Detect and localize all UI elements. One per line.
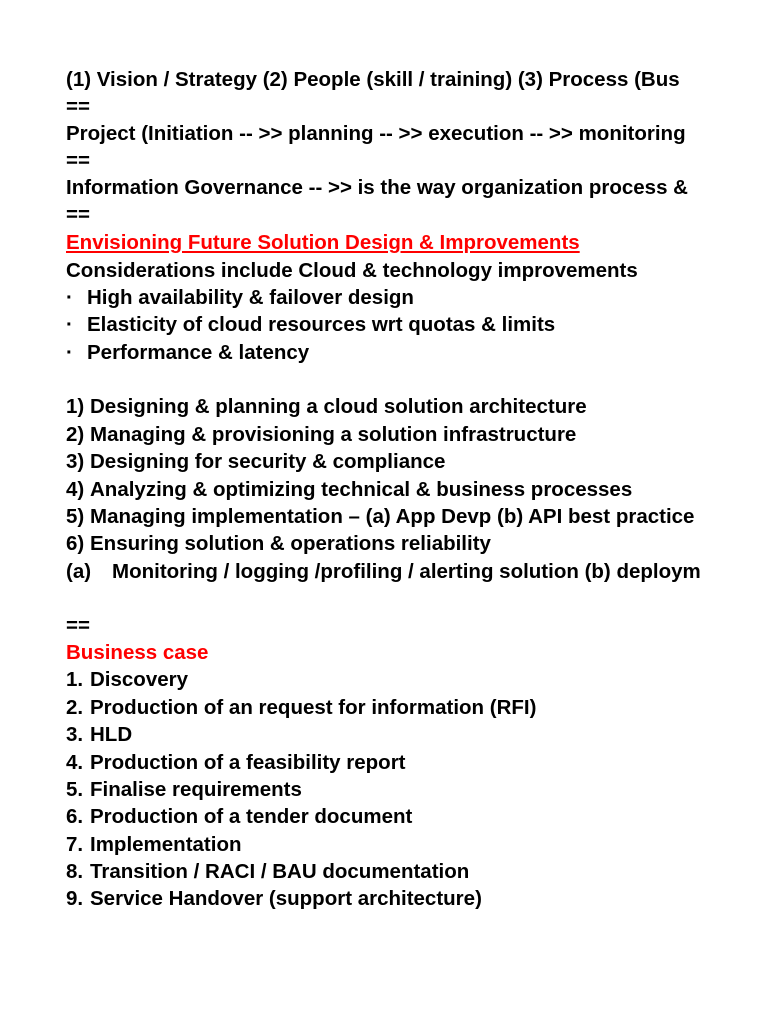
- item-number: 8.: [66, 860, 84, 883]
- item-text: HLD: [90, 723, 133, 746]
- separator: ==: [66, 95, 90, 118]
- step-text: Managing implementation – (a) App Devp (b) API best practice: [90, 505, 695, 528]
- bullet-item: [66, 313, 555, 337]
- step-text: Ensuring solution & operations reliability: [90, 532, 491, 555]
- bullet-text: Performance & latency: [87, 341, 310, 364]
- item-number: 1.: [66, 668, 84, 691]
- item-number: 7.: [66, 833, 84, 856]
- bullet-item: [66, 286, 414, 310]
- step-item: [66, 532, 491, 556]
- item-text: Discovery: [90, 668, 189, 691]
- item-text: Production of an request for information (RFI): [90, 696, 537, 719]
- bullet-text: Elasticity of cloud resources wrt quotas & limits: [87, 313, 556, 336]
- sub-step-text: Monitoring / logging /profiling / alerting solution (b) deploym: [112, 560, 701, 583]
- step-text: Managing & provisioning a solution infrastructure: [90, 423, 577, 446]
- intro-line-2: Project (Initiation -- >> planning -- >> execution -- >> monitoring: [66, 122, 686, 145]
- item-number: 4.: [66, 751, 84, 774]
- item-text: Finalise requirements: [90, 778, 302, 801]
- business-case-item: [66, 805, 412, 829]
- item-text: Production of a feasibility report: [90, 751, 406, 774]
- item-number: 2.: [66, 696, 84, 719]
- separator: ==: [66, 149, 90, 172]
- bullet-text: High availability & failover design: [87, 286, 414, 309]
- step-item: [66, 395, 587, 419]
- step-item: [66, 505, 694, 529]
- step-number: 2): [66, 423, 85, 446]
- envisioning-heading: Envisioning Future Solution Design & Improvements: [66, 231, 580, 254]
- business-case-item: [66, 751, 406, 775]
- item-number: 3.: [66, 723, 84, 746]
- business-case-item: [66, 860, 469, 884]
- bullet-item: [66, 341, 309, 365]
- considerations-line: Considerations include Cloud & technology improvements: [66, 259, 638, 282]
- step-text: Designing & planning a cloud solution architecture: [90, 395, 587, 418]
- separator: ==: [66, 203, 90, 226]
- step-text: Designing for security & compliance: [90, 450, 446, 473]
- separator: ==: [66, 614, 90, 637]
- bullet-glyph: ·: [66, 286, 73, 309]
- step-item: [66, 423, 576, 447]
- sub-step-item: [66, 560, 701, 584]
- business-case-item: [66, 723, 132, 747]
- step-number: 5): [66, 505, 85, 528]
- step-number: 4): [66, 478, 85, 501]
- step-number: 1): [66, 395, 85, 418]
- item-text: Service Handover (support architecture): [90, 887, 482, 910]
- item-number: 5.: [66, 778, 84, 801]
- step-item: [66, 450, 445, 474]
- step-number: 6): [66, 532, 85, 555]
- step-number: 3): [66, 450, 85, 473]
- intro-line-1: (1) Vision / Strategy (2) People (skill / training) (3) Process (Bus: [66, 68, 680, 91]
- business-case-heading: Business case: [66, 641, 209, 664]
- business-case-item: [66, 696, 536, 720]
- intro-line-3: Information Governance -- >> is the way organization process &: [66, 176, 688, 199]
- item-number: 9.: [66, 887, 84, 910]
- item-number: 6.: [66, 805, 84, 828]
- business-case-item: [66, 833, 242, 857]
- item-text: Implementation: [90, 833, 242, 856]
- bullet-glyph: ·: [66, 341, 73, 364]
- item-text: Production of a tender document: [90, 805, 413, 828]
- business-case-item: [66, 887, 482, 911]
- item-text: Transition / RACI / BAU documentation: [90, 860, 470, 883]
- business-case-item: [66, 778, 302, 802]
- bullet-glyph: ·: [66, 313, 73, 336]
- step-item: [66, 478, 632, 502]
- step-text: Analyzing & optimizing technical & business processes: [90, 478, 633, 501]
- sub-step-label: (a): [66, 560, 92, 583]
- business-case-item: [66, 668, 188, 692]
